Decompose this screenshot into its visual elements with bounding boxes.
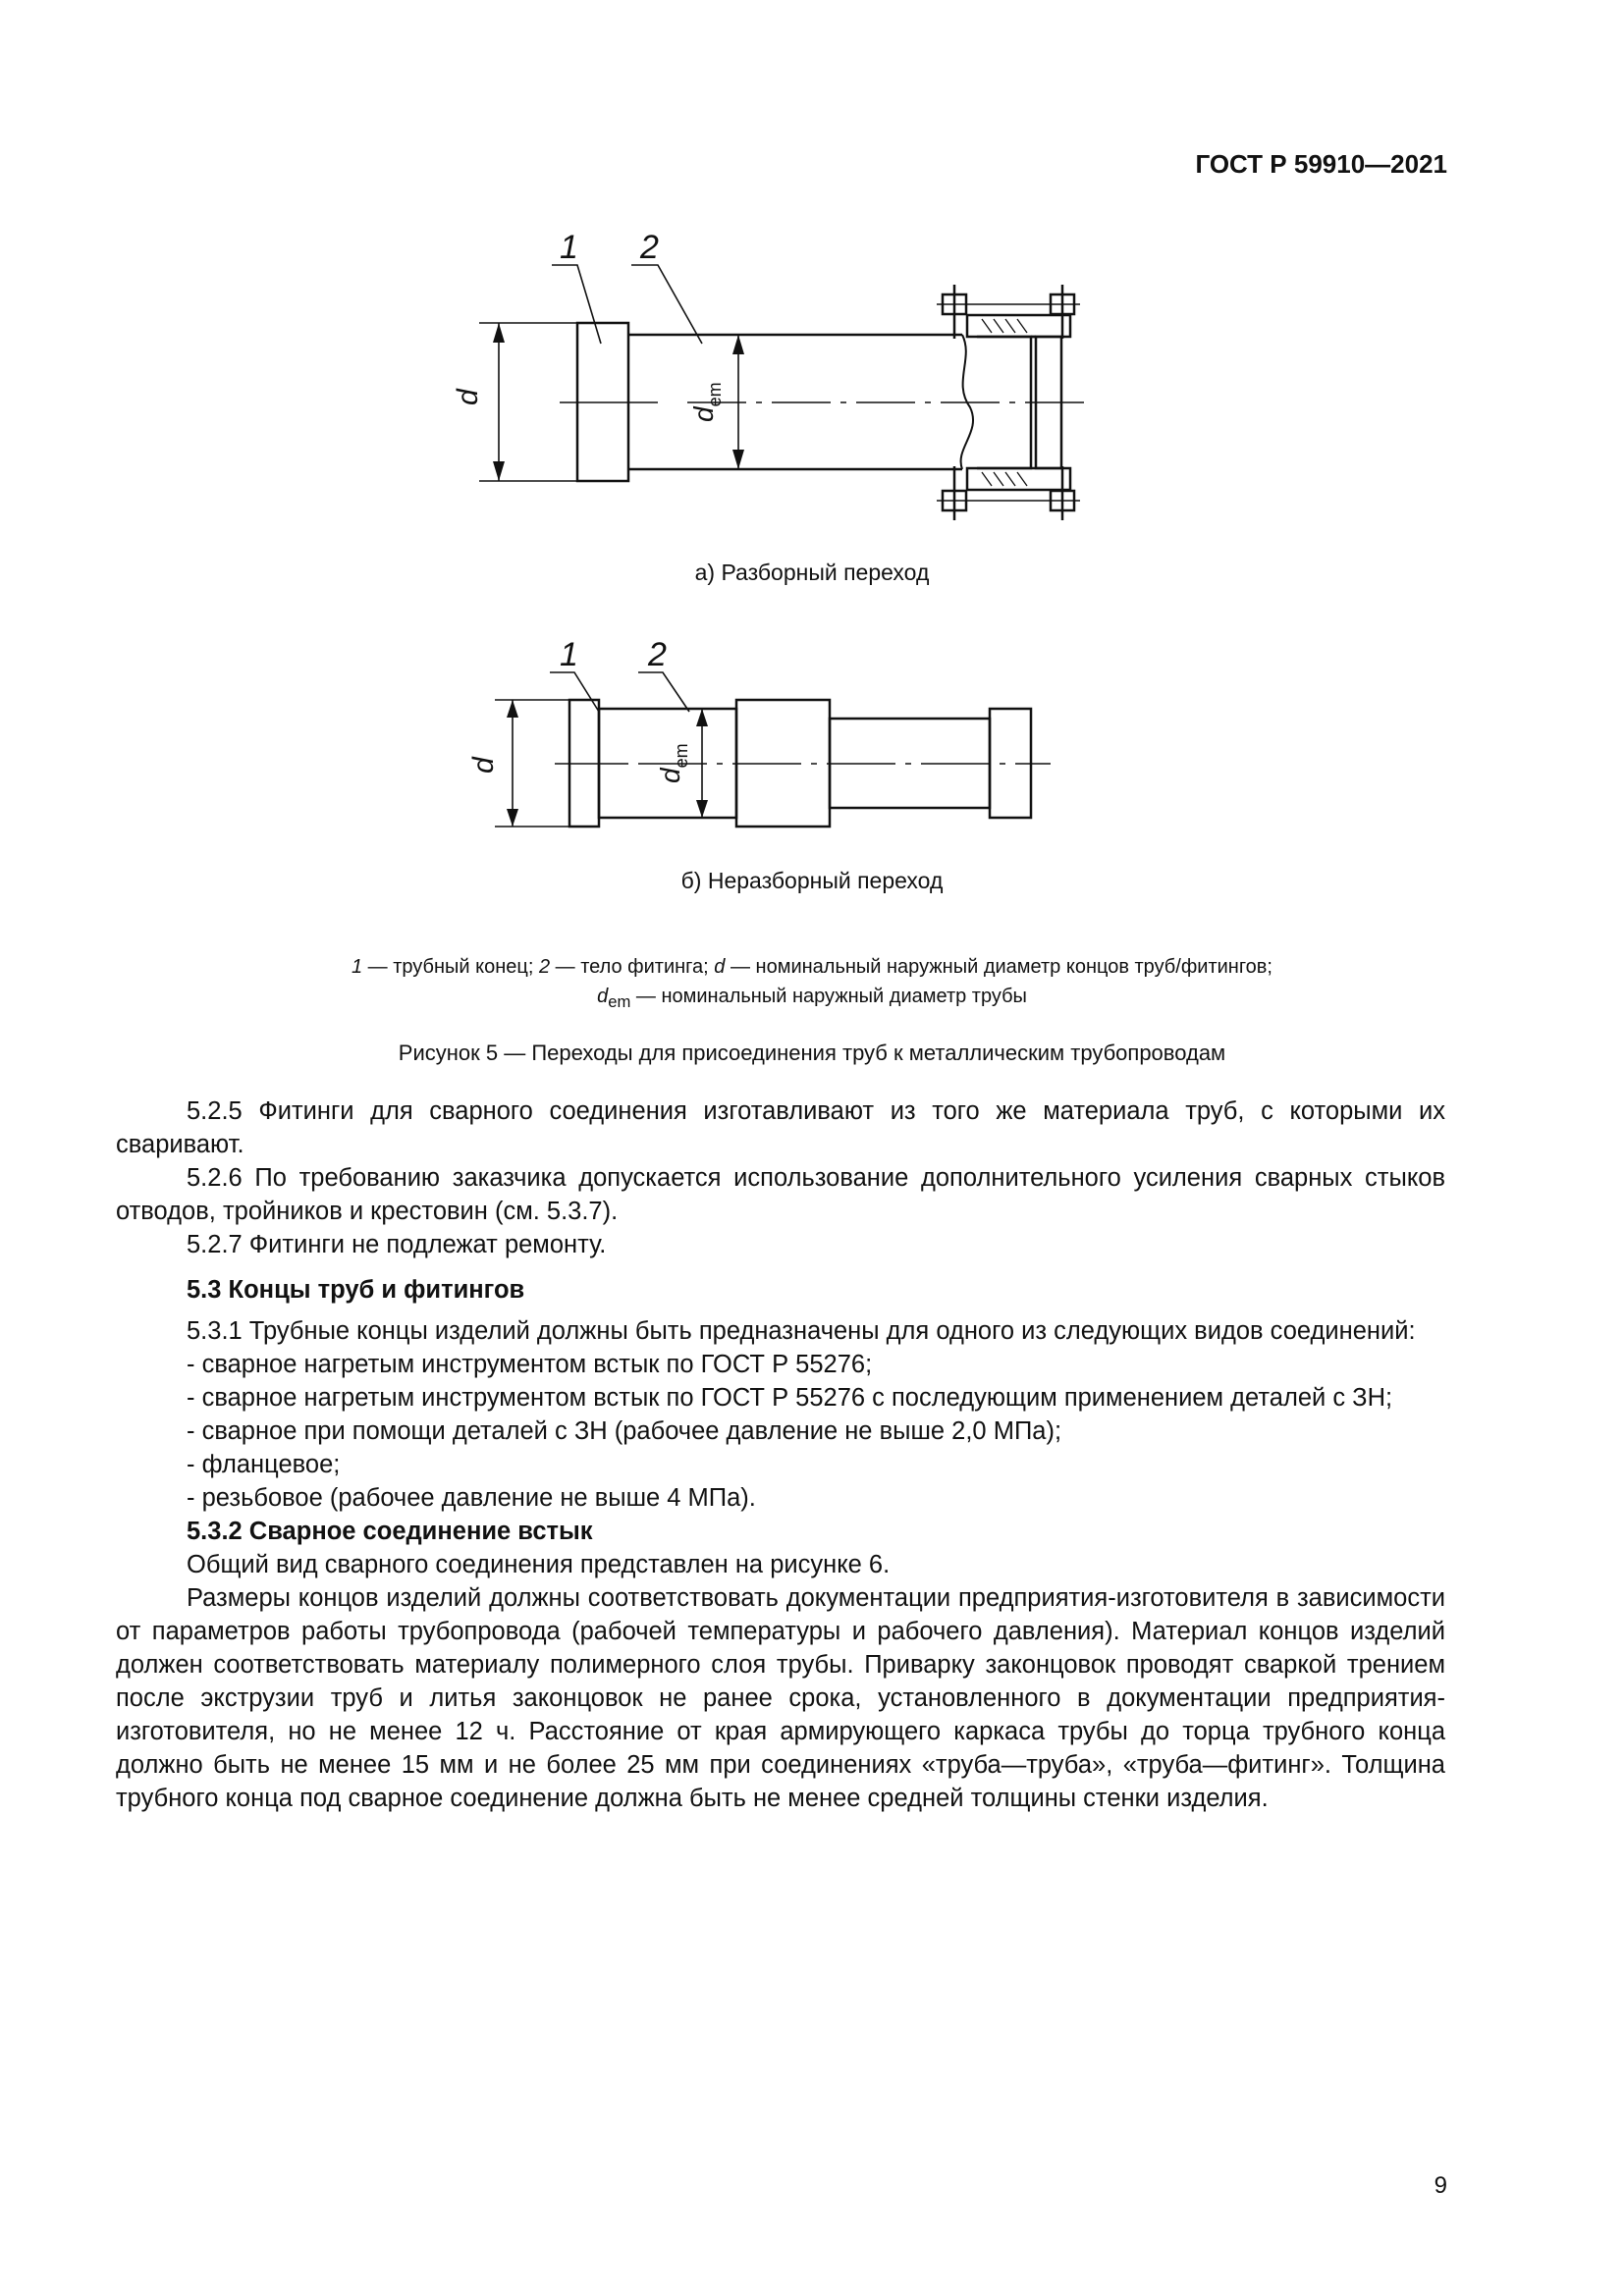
paragraph-5-3-1: 5.3.1 Трубные концы изделий должны быть предназначены для одного из следующих видов соединений: [187,1317,1416,1345]
list-item: - сварное при помощи деталей с ЗН (рабочее давление не выше 2,0 МПа); [187,1417,1062,1445]
leader-2 [631,265,702,344]
figure-a-drawing [432,221,1119,545]
list-item: - сварное нагретым инструментом встык по ГОСТ Р 55276 с последующим применением деталей с ЗН; [187,1384,1393,1412]
paragraph-5-2-7: 5.2.7 Фитинги не подлежат ремонту. [187,1231,607,1258]
heading-5-3-2: 5.3.2 Сварное соединение встык [187,1518,593,1545]
dim-dem-label: $d_{em}$ [688,382,725,422]
dim-dem-label: $d_{em}$ [655,743,691,783]
callout-2: 2 [648,636,667,673]
paragraph-5-3-2-a: Общий вид сварного соединения представлен на рисунке 6. [187,1551,891,1578]
body-text [116,1095,1445,1815]
callout-1: 1 [560,229,578,266]
leader-1 [550,672,599,712]
list-item: - сварное нагретым инструментом встык по ГОСТ Р 55276; [187,1351,873,1378]
dim-d-label: d [452,389,484,405]
heading-5-3: 5.3 Концы труб и фитингов [187,1276,525,1304]
figure-a-caption: а) Разборный переход [694,560,930,585]
legend-line-1: 1 — трубный конец; 2 — тело фитинга; d — номинальный наружный диаметр концов труб/фитингов; [352,956,1272,978]
legend-line-2: $d_{em}$ — номинальный наружный диаметр трубы [597,986,1027,1011]
figure-b-drawing [452,628,1119,854]
dim-d-label: d [467,757,500,774]
list-item: - фланцевое; [187,1451,341,1478]
paragraph-5-3-2-b: Размеры концов изделий должны соответствовать документации предприятия-изготовителя в зависимости от параметров работы трубопровода (рабочей температуры и рабочего давления). Материал концов изделий должен соответствовать материалу полимерного слоя трубы. Приварку законцовок проводят сваркой трением после экструзии труб и литья законцовок не ранее срока, установленного в документации предприятия-изготовителя, но не менее 12 ч. Расстояние от края армирующего каркаса трубы до торца трубного конца должно быть не менее 15 мм и не более 25 мм при соединениях «труба—труба», «труба—фитинг». Толщина трубного конца под сварное соединение должна быть не менее средней толщины стенки изделия. [116,1584,1445,1812]
paragraph-5-2-6: 5.2.6 По требованию заказчика допускается использование дополнительного усиления сварных стыков отводов, тройников и крестовин (см. 5.3.7). [116,1164,1445,1225]
page-number: 9 [1434,2172,1447,2199]
callout-2: 2 [640,229,659,266]
leader-2 [638,672,689,712]
figure-legend [196,952,1428,1017]
list-item: - резьбовое (рабочее давление не выше 4 МПа). [187,1484,756,1512]
document-code: ГОСТ Р 59910—2021 [1195,149,1447,179]
paragraph-5-2-5: 5.2.5 Фитинги для сварного соединения изготавливают из того же материала труб, с которыми их сваривают. [116,1097,1445,1158]
figure-caption: Рисунок 5 — Переходы для присоединения труб к металлическим трубопроводам [398,1041,1226,1065]
callout-1: 1 [560,636,578,673]
figure-b-caption: б) Неразборный переход [680,868,944,893]
